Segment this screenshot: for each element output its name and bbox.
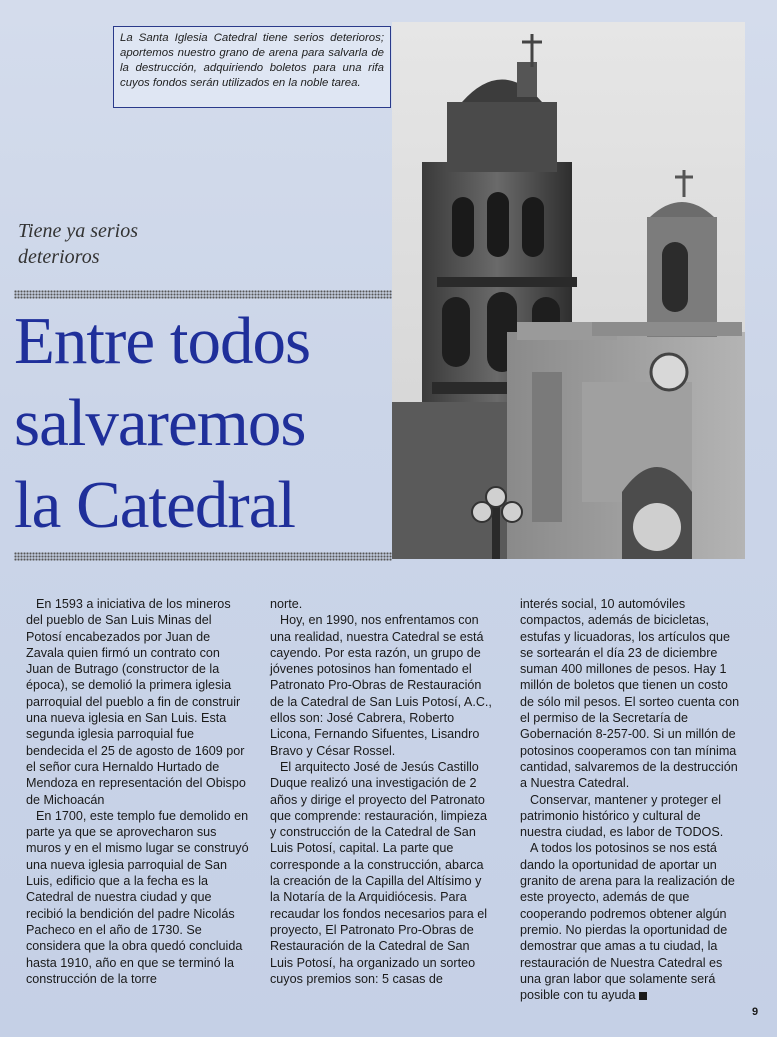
end-of-article-icon [639,992,647,1000]
headline-line-3: la Catedral [14,468,296,542]
headline-line-1: Entre todos [14,304,311,378]
kicker: Tiene ya serios deterioros [18,220,138,268]
dotted-rule-bottom [14,552,392,561]
article-body [26,596,753,1003]
dotted-rule-top [14,290,392,299]
cathedral-photo [392,22,745,559]
column-2 [270,596,494,987]
paragraph [520,840,744,1003]
paragraph: El arquitecto José de Jesús Castillo Duque realizó una investigación de 2 años y dirige el proyecto del Patronato que comprende: restauración, limpieza y construcción de la Catedral de San Luis Potosí, capital. La parte que corresponde a la construcción, abarca la creación de la Capilla del Altísimo y la Notaría de la Arquidiócesis. Para recaudar los fondos necesarios para el proyecto, El Patronato Pro-Obras de Restauración de la Catedral de San Luis Potosí, ha organizado un sorteo cuyos premios son: 5 casas de [270,759,488,986]
paragraph: interés social, 10 automóviles compactos, además de bicicletas, estufas y licuadoras, los artículos que se sortearán el día 23 de diciembre suman 400 millones de pesos. Hay 1 millón de boletos que tienen un costo de sólo mil pesos. El sorteo cuenta con el permiso de la Secretaría de Gobernación 8-257-00. Si un millón de potosinos cooperamos con tan mínima cantidad, salvaremos de la destrucción a Nuestra Catedral. [520,597,740,791]
paragraph: norte. [270,597,303,611]
cathedral-illustration [392,22,745,559]
paragraph: Conservar, mantener y proteger el patrimonio histórico y cultural de nuestra ciudad, es labor de TODOS. [520,792,724,840]
column-3 [520,596,744,1003]
paragraph: Hoy, en 1990, nos enfrentamos con una realidad, nuestra Catedral se está cayendo. Por esta razón, un grupo de jóvenes potosinos han fomentado el Patronato Pro-Obras de Restauración de la Catedral de San Luis Potosí, A.C., ellos son: José Cabrera, Roberto Licona, Fernando Sifuentes, Lisandro Bravo y César Rossel. [270,613,492,758]
photo-caption: La Santa Iglesia Catedral tiene serios deterioros; aportemos nuestro grano de arena para salvarla de la destrucción, adquiriendo boletos para una rifa cuyos fondos serán utilizados en la noble tarea. [113,26,391,108]
paragraph: En 1700, este templo fue demolido en parte ya que se aprovecharon sus muros y en el mismo lugar se construyó una nueva iglesia parroquial de San Luis, edificio que a la fecha es la Catedral de nuestra ciudad y que recibió la bendición del padre Nicolás Pacheco en el año de 1730. Se considera que la obra quedó concluida hasta 1910, año en que se terminó la construcción de la torre [26,808,249,986]
paragraph: En 1593 a iniciativa de los mineros del pueblo de San Luis Minas del Potosí encabezados por Juan de Zavala quien firmó un contrato con Juan de Butrago (constructor de la época), se demolió la primera iglesia parroquial del pueblo a fin de construir una nueva iglesia en San Luis. Esta segunda iglesia parroquial fue bendecida el 25 de agosto de 1609 por el señor cura Hernaldo Hurtado de Mendoza en representación del Obispo de Michoacán [26,597,246,807]
headline [14,300,394,546]
headline-line-2: salvaremos [14,386,306,460]
closing-text: A todos los potosinos se nos está dando la oportunidad de aportar un granito de arena para la realización de este proyecto, además de que cooperando podremos obtener algún premio. No pierdas la oportunidad de demostrar que amas a tu ciudad, la restauración de Nuestra Catedral es una gran labor que solamente será posible con tu ayuda [520,841,735,1003]
column-1 [26,596,250,987]
page-number: 9 [752,1006,759,1018]
